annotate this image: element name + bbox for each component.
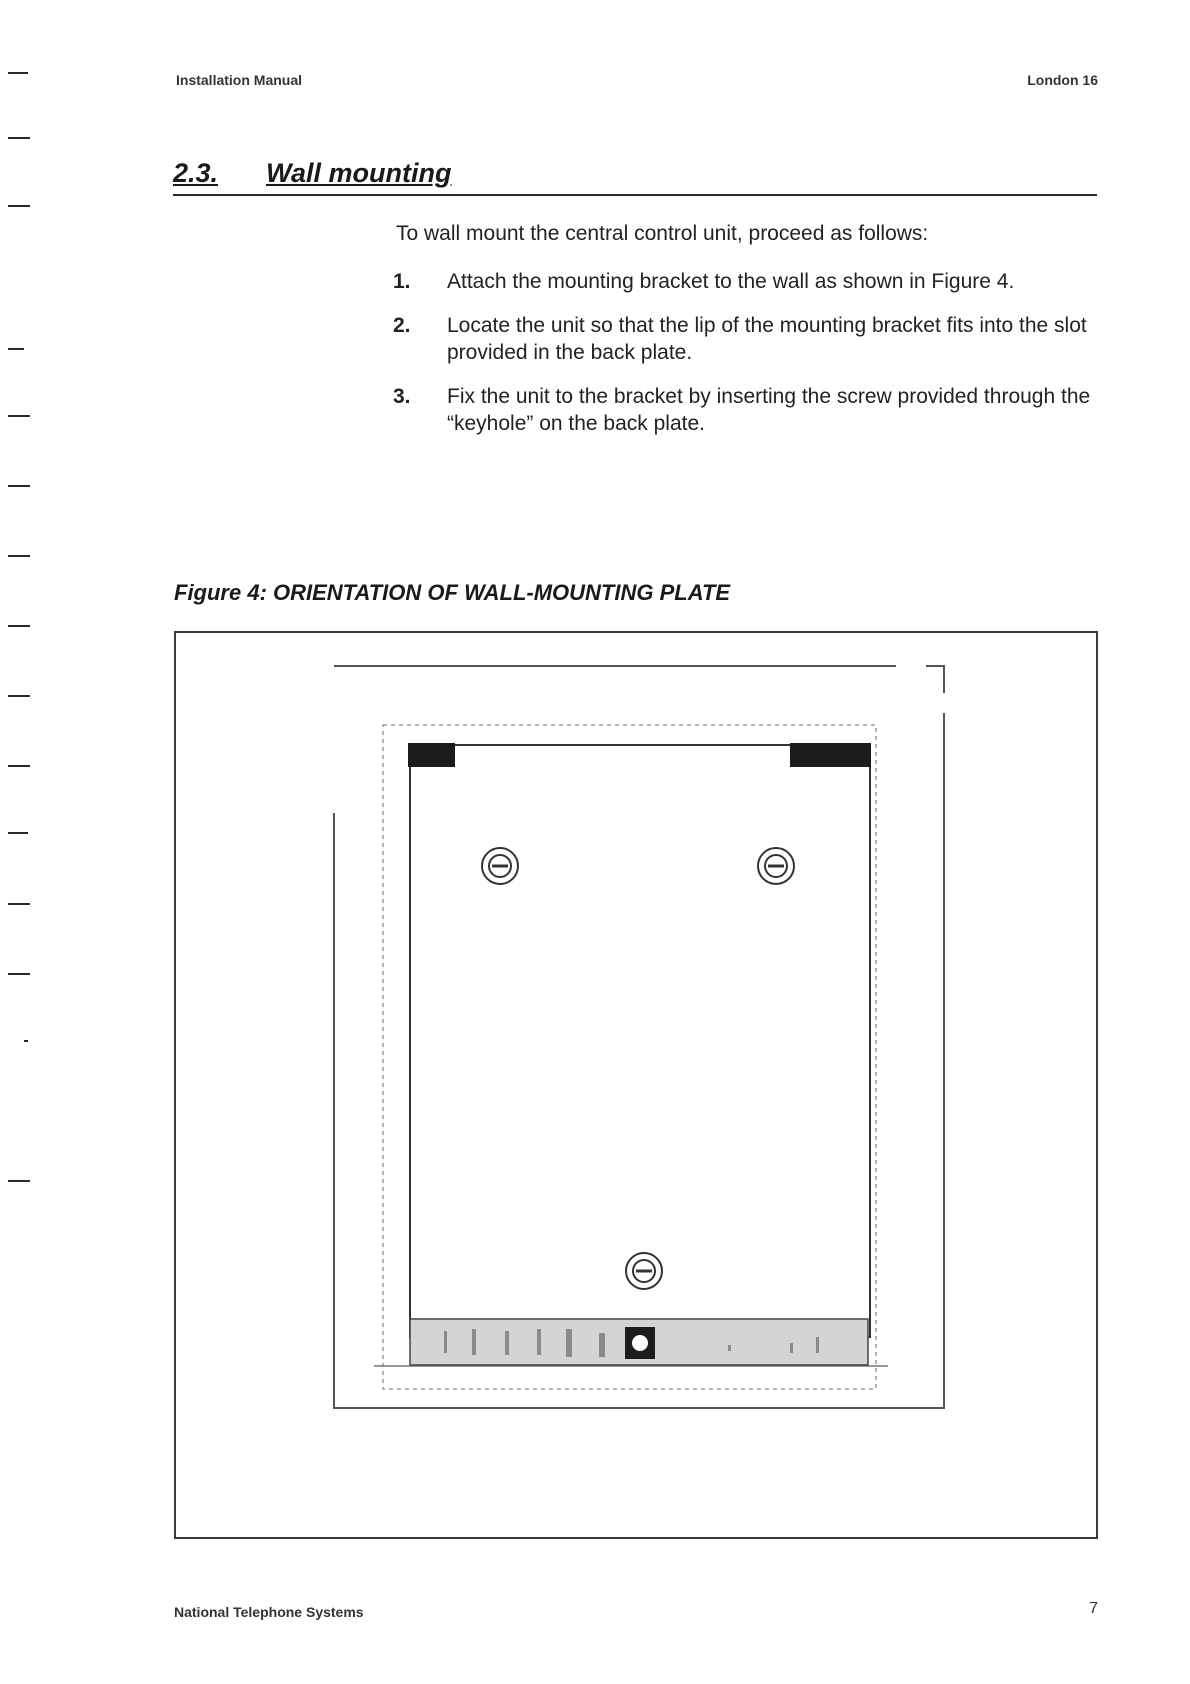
section-number: 2.3.	[173, 158, 219, 188]
binding-mark	[8, 348, 24, 350]
binding-mark	[8, 765, 30, 767]
binding-mark	[24, 1040, 28, 1042]
binding-edge-marks	[8, 0, 34, 1684]
plate-tab-right	[790, 743, 871, 767]
screw-hole-icon	[758, 848, 794, 884]
wall-mounting-plate-drawing	[176, 633, 1096, 1537]
binding-mark	[8, 205, 30, 207]
binding-mark	[8, 832, 28, 834]
step-text: Locate the unit so that the lip of the mounting bracket fits into the slot provided in the back plate.	[447, 314, 1087, 364]
procedure-step	[393, 312, 1103, 366]
binding-mark	[8, 625, 30, 627]
section-title: Wall mounting	[266, 158, 452, 188]
procedure-steps	[393, 268, 1103, 454]
running-header-left: Installation Manual	[176, 72, 303, 88]
step-number: 1.	[393, 270, 411, 293]
mounting-plate	[410, 745, 870, 1337]
step-number: 2.	[393, 314, 411, 337]
binding-mark	[8, 903, 30, 905]
section-heading	[173, 158, 1097, 196]
screw-hole-icon	[626, 1253, 662, 1289]
procedure-step	[393, 383, 1103, 437]
figure-caption: Figure 4: ORIENTATION OF WALL-MOUNTING PLATE	[174, 580, 731, 605]
running-header-right: London 16	[1027, 72, 1098, 88]
binding-mark	[8, 415, 30, 417]
footer-company: National Telephone Systems	[174, 1604, 364, 1620]
figure-wall-mounting-plate	[174, 631, 1098, 1539]
binding-mark	[8, 1180, 30, 1182]
binding-mark	[8, 137, 30, 139]
screw-hole-icon	[482, 848, 518, 884]
step-text: Attach the mounting bracket to the wall as shown in Figure 4.	[447, 270, 1015, 293]
intro-paragraph: To wall mount the central control unit, proceed as follows:	[396, 222, 929, 245]
binding-mark	[8, 72, 28, 74]
procedure-step	[393, 268, 1103, 295]
binding-mark	[8, 695, 30, 697]
binding-mark	[8, 973, 30, 975]
step-number: 3.	[393, 385, 411, 408]
keyhole-icon	[625, 1327, 655, 1359]
step-text: Fix the unit to the bracket by inserting the screw provided through the “keyhole” on the back plate.	[447, 385, 1091, 435]
binding-mark	[8, 485, 30, 487]
plate-tab-left	[408, 743, 455, 767]
binding-mark	[8, 555, 30, 557]
page-number: 7	[1089, 1600, 1098, 1617]
